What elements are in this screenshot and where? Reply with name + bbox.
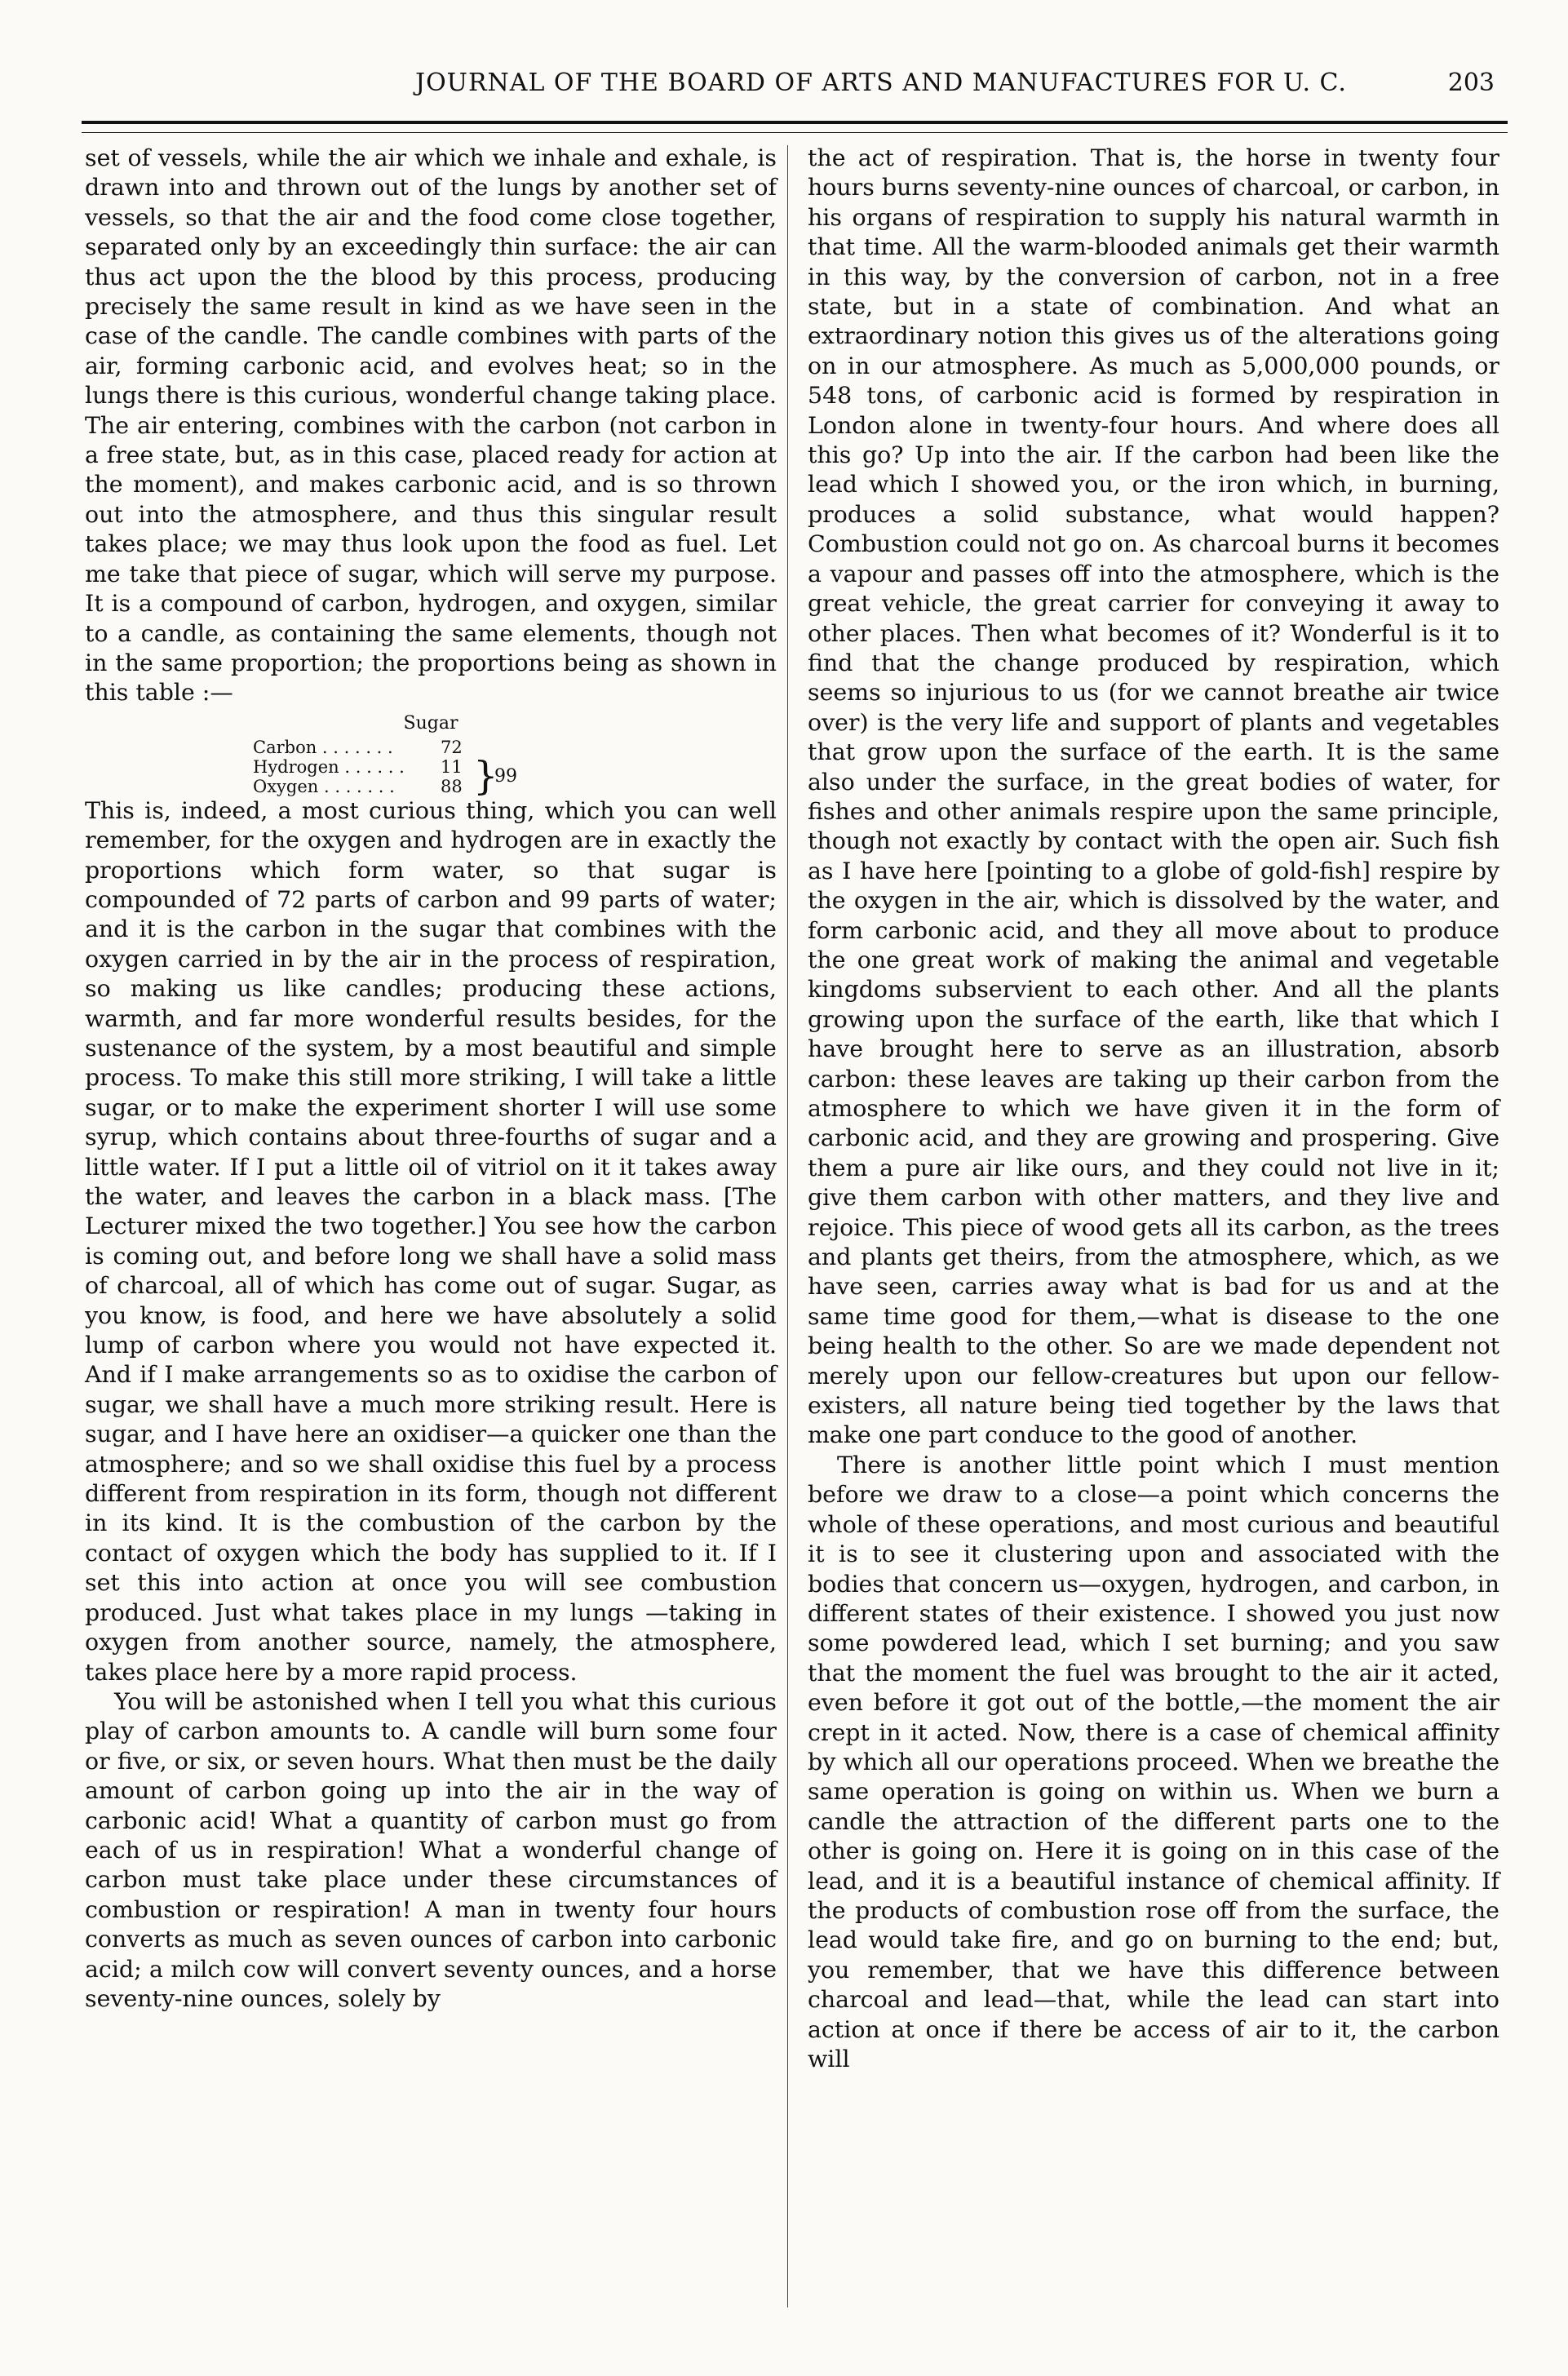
left-paragraph-1: set of vessels, while the air which we inhale and exhale, is drawn into and thrown out of the lungs by another set of vessels, so that the air and the food come close together, separated only by an exceedingly thin surface: the air can thus act upon the the blood by this process, producing precisely the same result in kind as we have seen in the case of the candle. The candle combines with parts of the air, forming carbonic acid, and evolves heat; so in the lungs there is this curious, wonderful change taking place. The air entering, combines with the carbon (not carbon in a free state, but, as in this case, placed ready for action at the moment), and makes carbonic acid, and is so thrown out into the atmosphere, and thus this singular result takes place; we may thus look upon the food as fuel. Let me take that piece of sugar, which will serve my purpose. It is a compound of carbon, hydrogen, and oxygen, similar to a candle, as containing the same elements, though not in the same proportion; the proportions being as shown in this table :— — [85, 144, 777, 707]
header-rule-thin — [82, 132, 1508, 133]
left-paragraph-2: This is, indeed, a most curious thing, which you can well remember, for the oxygen and hydrogen are in exactly the proportions which form water, so that sugar is compounded of 72 parts of carbon and 99 parts of water; and it is the carbon in the sugar that combines with the oxygen carried in by the air in the process of respiration, so making us like candles; producing these actions, warmth, and far more wonderful results besides, for the sustenance of the system, by a most beautiful and simple process. To make this still more striking, I will take a little sugar, or to make the experiment shorter I will use some syrup, which contains about three-fourths of sugar and a little water. If I put a little oil of vitriol on it it takes away the water, and leaves the carbon in a black mass. [The Lecturer mixed the two together.] You see how the carbon is coming out, and before long we shall have a solid mass of charcoal, all of which has come out of sugar. Sugar, as you know, is food, and here we have absolutely a solid lump of carbon where you would not have expected it. And if I make arrangements so as to oxidise the carbon of sugar, we shall have a much more striking result. Here is sugar, and I have here an oxidiser—a quicker one than the atmosphere; and so we shall oxidise this fuel by a process different from respiration in its form, though not different in its kind. It is the combustion of the carbon by the contact of oxygen which the body has supplied to it. If I set this into action at once you will see combustion produced. Just what takes place in my lungs —taking in oxygen from another source, namely, the atmosphere, takes place here by a more rapid process. — [85, 796, 777, 1686]
page-number: 203 — [1447, 69, 1495, 97]
left-column — [85, 144, 777, 2014]
table-row-value: 11 — [441, 756, 463, 777]
table-brace-total: 99 — [494, 765, 517, 787]
header-rule-thick — [82, 121, 1508, 124]
sugar-table — [253, 737, 777, 799]
journal-header: JOURNAL OF THE BOARD OF ARTS AND MANUFACTURES FOR U. C. — [415, 69, 1347, 97]
right-paragraph-2: There is another little point which I must mention before we draw to a close—a point which concerns the whole of these operations, and most curious and beautiful it is to see it clustering upon and associated with the bodies that concern us—oxygen, hydrogen, and carbon, in different states of their existence. I showed you just now some powdered lead, which I set burning; and you saw that the moment the fuel was brought to the air it acted, even before it got out of the bottle,—the moment the air crept in it acted. Now, there is a case of chemical affinity by which all our operations proceed. When we breathe the same operation is going on within us. When we burn a candle the attraction of the different parts one to the other is going on. Here it is going on in this case of the lead, and it is a beautiful instance of chemical affinity. If the products of combustion rose off from the surface, the lead would take fire, and go on burning to the end; but, you remember, that we have this difference between charcoal and lead—that, while the lead can start into action at once if there be access of air to it, the carbon will — [808, 1451, 1499, 2072]
column-divider — [787, 145, 788, 2307]
table-row-value: 72 — [441, 737, 463, 757]
table-row-value: 88 — [441, 776, 463, 796]
table-row — [253, 738, 777, 757]
table-row-label: Carbon . . . . . . . — [253, 737, 393, 757]
table-row-label: Hydrogen . . . . . . — [253, 756, 405, 777]
left-paragraph-3: You will be astonished when I tell you what this curious play of carbon amounts to. A candle will burn some four or five, or six, or seven hours. What then must be the daily amount of carbon going up into the air in the way of carbonic acid! What a quantity of carbon must go from each of us in respiration! What a wonderful change of carbon must take place under these circumstances of combustion or respiration! A man in twenty four hours converts as much as seven ounces of carbon into carbonic acid; a milch cow will convert seventy ounces, and a horse seventy-nine ounces, solely by — [85, 1687, 777, 2012]
right-paragraph-1: the act of respiration. That is, the horse in twenty four hours burns seventy-nine ounces of charcoal, or carbon, in his organs of respiration to supply his natural warmth in that time. All the warm-blooded animals get their warmth in this way, by the conversion of carbon, not in a free state, but in a state of combination. And what an extraordinary notion this gives us of the alterations going on in our atmosphere. As much as 5,000,000 pounds, or 548 tons, of carbonic acid is formed by respiration in London alone in twenty-four hours. And where does all this go? Up into the air. If the carbon had been like the lead which I showed you, or the iron which, in burning, produces a solid substance, what would happen? Combustion could not go on. As charcoal burns it becomes a vapour and passes off into the atmosphere, which is the great vehicle, the great carrier for conveying it away to other places. Then what becomes of it? Wonderful is it to find that the change produced by respiration, which seems so injurious to us (for we cannot breathe air twice over) is the very life and support of plants and vegetables that grow upon the surface of the earth. It is the same also under the surface, in the great bodies of water, for fishes and other animals respire upon the same principle, though not exactly by contact with the open air. Such fish as I have here [pointing to a globe of gold-fish] respire by the oxygen in the air, which is dissolved by the water, and form carbonic acid, and they all move about to produce the one great work of making the animal and vegetable kingdoms subservient to each other. And all the plants growing upon the surface of the earth, like that which I have brought here to serve as an illustration, absorb carbon: these leaves are taking up their carbon from the atmosphere to which we have given it in the form of carbonic acid, and they are growing and prospering. Give them a pure air like ours, and they could not live in it; give them carbon with other matters, and they live and rejoice. This piece of wood gets all its carbon, as the trees and plants get theirs, from the atmosphere, which, as we have seen, carries away what is bad for us and at the same time good for them,—what is disease to the one being health to the other. So are we made dependent not merely upon our fellow-creatures but upon our fellow-existers, all nature being tied together by the laws that make one part conduce to the good of another. — [808, 144, 1499, 1449]
sugar-table-title: Sugar — [403, 712, 458, 734]
table-row-label: Oxygen . . . . . . . — [253, 776, 395, 796]
table-brace: } — [473, 752, 498, 799]
right-column — [808, 144, 1499, 2074]
